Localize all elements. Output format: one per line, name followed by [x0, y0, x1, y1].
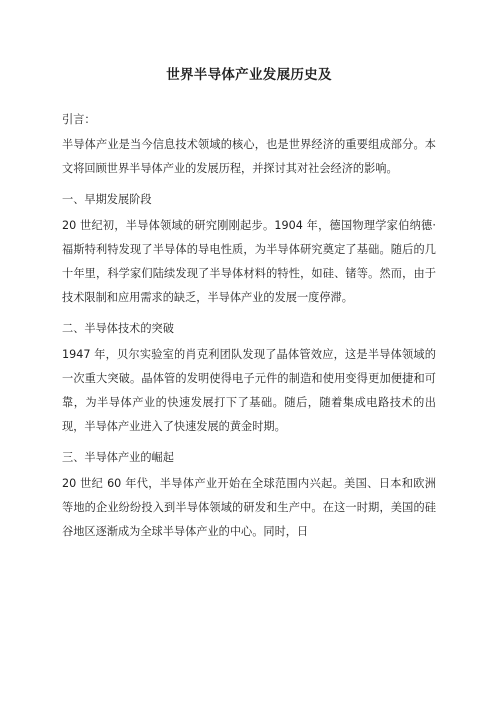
section-paragraph-rise: 20 世纪 60 年代，半导体产业开始在全球范围内兴起。美国、日本和欧洲等地的企业纷纷投入到半导体领域的研发和生产中。在这一时期，美国的硅谷地区逐渐成为全球半导体产业的中心。同时，日 [62, 477, 436, 538]
section-heading-breakthrough: 二、半导体技术的突破 [62, 322, 174, 335]
section-heading-rise: 三、半导体产业的崛起 [62, 451, 174, 464]
intro-label: 引言： [62, 113, 96, 126]
section-heading-early: 一、早期发展阶段 [62, 193, 152, 206]
section-paragraph-breakthrough: 1947 年，贝尔实验室的肖克利团队发现了晶体管效应，这是半导体领域的一次重大突破。晶体管的发明使得电子元件的制造和使用变得更加便捷和可靠，为半导体产业的快速发展打下了基础。随后，随着集成电路技术的出现，半导体产业进入了快速发展的黄金时期。 [62, 348, 436, 433]
document-title: 世界半导体产业发展历史及 [166, 67, 332, 83]
section-paragraph-early: 20 世纪初，半导体领域的研究刚刚起步。1904 年，德国物理学家伯纳德·福斯特利特发现了半导体的导电性质，为半导体研究奠定了基础。随后的几十年里，科学家们陆续发现了半导体材料的特性，如硅、锗等。然而，由于技术限制和应用需求的缺乏，半导体产业的发展一度停滞。 [62, 219, 436, 304]
intro-paragraph: 半导体产业是当今信息技术领域的核心，也是世界经济的重要组成部分。本文将回顾世界半导体产业的发展历程，并探讨其对社会经济的影响。 [62, 138, 436, 175]
